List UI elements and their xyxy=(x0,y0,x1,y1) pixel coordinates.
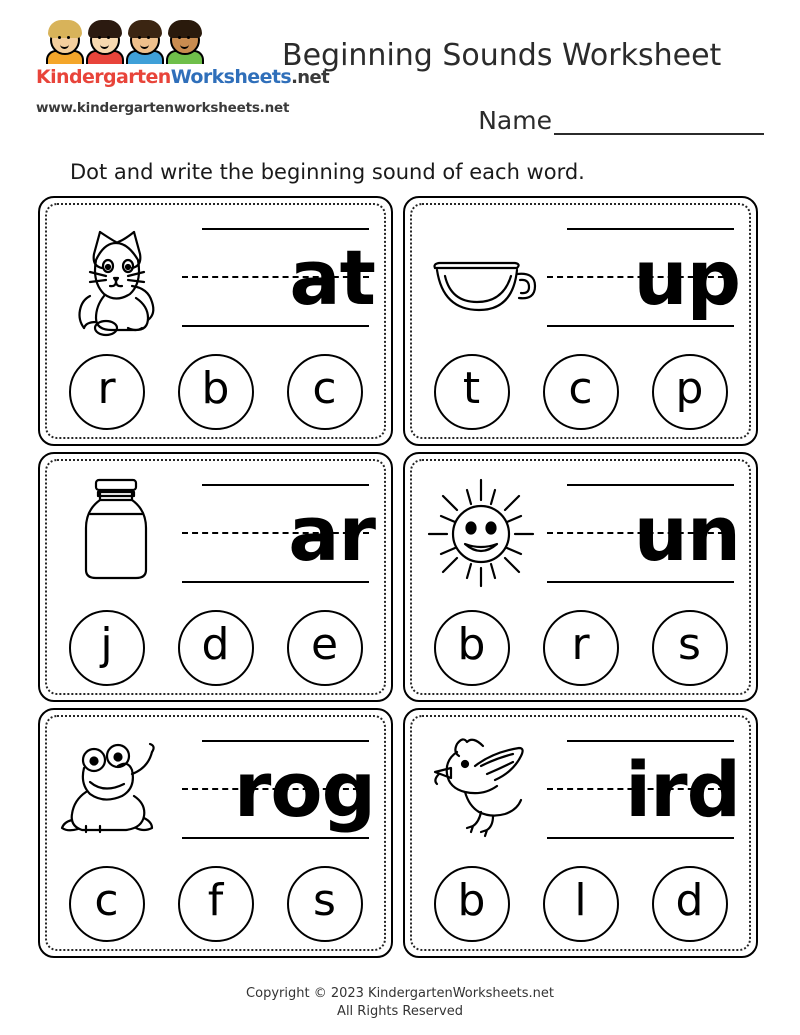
kid-figure-icon xyxy=(124,18,168,64)
page-header xyxy=(36,18,764,138)
card-top xyxy=(50,462,381,602)
writing-lines[interactable] xyxy=(547,466,742,600)
letter-choice[interactable]: c xyxy=(69,866,145,942)
bird-icon xyxy=(421,722,541,854)
card-top xyxy=(50,206,381,346)
cup-icon xyxy=(421,210,541,342)
letter-choice[interactable]: e xyxy=(287,610,363,686)
writing-lines[interactable] xyxy=(182,210,377,344)
letter-choice[interactable]: t xyxy=(434,354,510,430)
writing-lines[interactable] xyxy=(547,210,742,344)
card-top xyxy=(50,718,381,858)
kid-figure-icon xyxy=(44,18,88,64)
letter-choices xyxy=(52,862,379,946)
site-url: www.kindergartenworksheets.net xyxy=(36,100,290,116)
sun-icon xyxy=(421,466,541,598)
letter-choice[interactable]: b xyxy=(434,610,510,686)
copyright-text: Copyright © 2023 KindergartenWorksheets.net xyxy=(246,986,554,1001)
letter-choices xyxy=(417,350,744,434)
card-top xyxy=(415,462,746,602)
writing-lines[interactable] xyxy=(547,722,742,856)
letter-choice[interactable]: r xyxy=(69,354,145,430)
card-top xyxy=(415,206,746,346)
logo-brand-part1: Kindergarten xyxy=(36,66,171,88)
worksheet-card xyxy=(38,708,393,958)
writing-lines[interactable] xyxy=(182,466,377,600)
logo-wordmark xyxy=(36,66,330,88)
writing-lines[interactable] xyxy=(182,722,377,856)
card-top xyxy=(415,718,746,858)
letter-choice[interactable]: c xyxy=(543,354,619,430)
rights-text: All Rights Reserved xyxy=(337,1004,463,1019)
cat-icon xyxy=(56,210,176,342)
page-title: Beginning Sounds Worksheet xyxy=(282,38,722,73)
word-ending: ar xyxy=(288,489,375,578)
page-footer xyxy=(0,985,800,1021)
frog-icon xyxy=(56,722,176,854)
letter-choice[interactable]: s xyxy=(652,610,728,686)
word-ending: rog xyxy=(233,745,375,834)
logo-brand-part3: .net xyxy=(291,67,330,88)
worksheet-grid xyxy=(38,196,762,958)
name-input-line[interactable] xyxy=(554,107,764,135)
worksheet-card xyxy=(38,196,393,446)
kid-figure-icon xyxy=(164,18,208,64)
word-ending: up xyxy=(633,233,740,322)
letter-choices xyxy=(417,862,744,946)
instructions-text: Dot and write the beginning sound of each word. xyxy=(70,160,585,184)
name-label: Name xyxy=(478,106,552,135)
word-ending: un xyxy=(633,489,740,578)
letter-choice[interactable]: c xyxy=(287,354,363,430)
kid-figure-icon xyxy=(84,18,128,64)
letter-choice[interactable]: f xyxy=(178,866,254,942)
logo-brand-part2: Worksheets xyxy=(170,66,292,88)
worksheet-card xyxy=(403,196,758,446)
letter-choice[interactable]: j xyxy=(69,610,145,686)
site-logo xyxy=(36,18,330,116)
letter-choices xyxy=(417,606,744,690)
letter-choice[interactable]: d xyxy=(652,866,728,942)
jar-icon xyxy=(56,466,176,598)
worksheet-card xyxy=(38,452,393,702)
word-ending: at xyxy=(289,233,375,322)
worksheet-card xyxy=(403,708,758,958)
letter-choice[interactable]: b xyxy=(178,354,254,430)
letter-choices xyxy=(52,350,379,434)
word-ending: ird xyxy=(625,745,740,834)
letter-choice[interactable]: s xyxy=(287,866,363,942)
name-field-row xyxy=(478,106,764,135)
letter-choice[interactable]: r xyxy=(543,610,619,686)
letter-choices xyxy=(52,606,379,690)
worksheet-card xyxy=(403,452,758,702)
letter-choice[interactable]: l xyxy=(543,866,619,942)
letter-choice[interactable]: b xyxy=(434,866,510,942)
kids-illustration-icon xyxy=(44,18,259,64)
letter-choice[interactable]: p xyxy=(652,354,728,430)
letter-choice[interactable]: d xyxy=(178,610,254,686)
